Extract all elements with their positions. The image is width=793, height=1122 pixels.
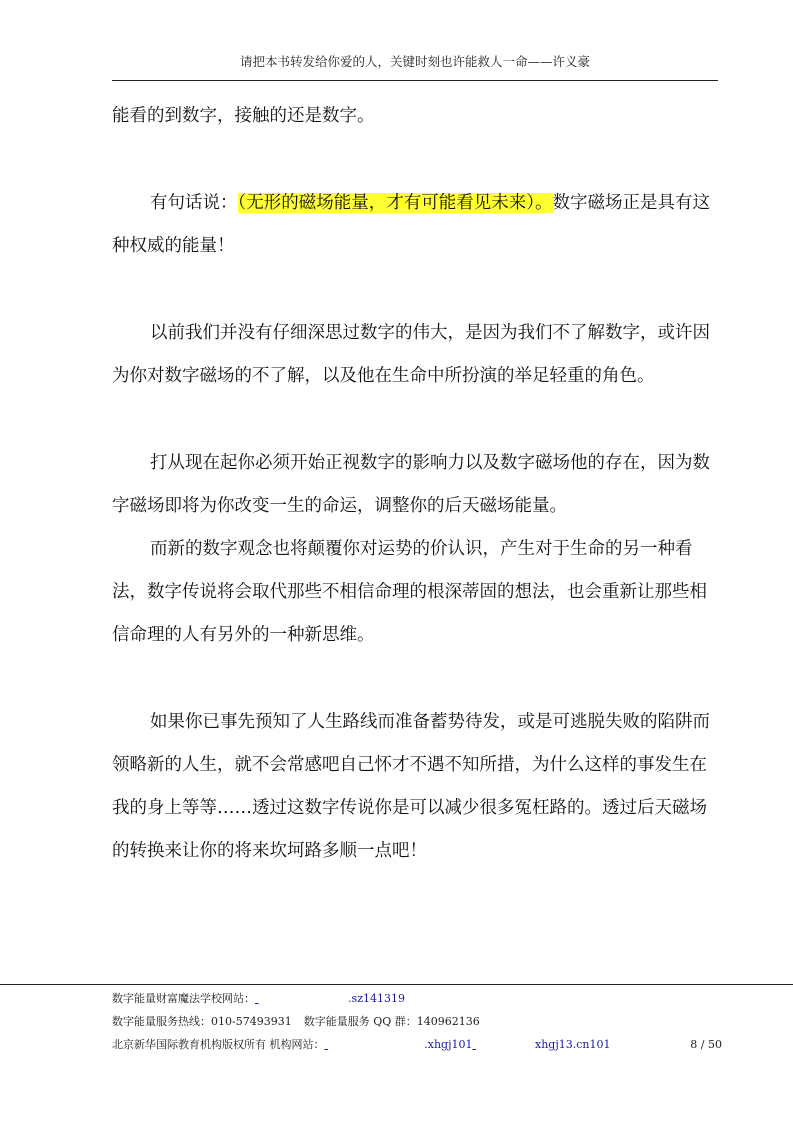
- paragraph-gap: [112, 138, 718, 182]
- paragraph-gap: [112, 268, 718, 312]
- highlighted-quote: （无形的磁场能量，才有可能看见未来）。: [237, 193, 553, 213]
- footer-copyright: 北京新华国际教育机构版权所有 机构网站：: [112, 1038, 325, 1051]
- paragraph-gap: [112, 657, 718, 701]
- paragraph-2-tail: 数字磁场正是具有这种权威的能量！: [112, 193, 710, 256]
- footer-qq-group: 数字能量服务 QQ 群：140962136: [303, 1015, 480, 1028]
- footer-line-copyright: [112, 1033, 722, 1056]
- header-divider: [112, 80, 718, 81]
- paragraph-gap: [112, 398, 718, 442]
- institution-website-link-1[interactable]: .xhgj101: [424, 1038, 473, 1051]
- paragraph-2-lead: 有句话说：: [150, 193, 238, 213]
- paragraph-2: [112, 182, 718, 268]
- page-number: 8 / 50: [690, 1038, 722, 1051]
- page-header: 请把本书转发给你爱的人，关键时刻也许能救人一命——许义豪: [239, 54, 590, 69]
- footer-divider: [0, 984, 793, 985]
- footer-line-contact: [112, 1010, 722, 1033]
- footer-website-label: 数字能量财富魔法学校网站：: [112, 992, 255, 1005]
- document-body: [112, 95, 718, 873]
- paragraph-1: 能看的到数字，接触的还是数字。: [112, 106, 375, 126]
- institution-website-link-2[interactable]: xhgj13.cn101: [535, 1038, 611, 1051]
- school-website-link[interactable]: .sz141319: [348, 992, 405, 1005]
- footer-hotline: 数字能量服务热线：010-57493931: [112, 1015, 292, 1028]
- paragraph-6: 如果你已事先预知了人生路线而准备蓄势待发，或是可逃脱失败的陷阱而领略新的人生，就不会常感吧自己怀才不遇不知所措，为什么这样的事发生在我的身上等等……透过这数字传说你是可以减少很多冤枉路的。透过后天磁场的转换来让你的将来坎坷路多顺一点吧！: [112, 712, 710, 861]
- paragraph-3: 以前我们并没有仔细深思过数字的伟大，是因为我们不了解数字，或许因为你对数字磁场的不了解，以及他在生命中所扮演的举足轻重的角色。: [112, 323, 710, 386]
- footer-line-website: [112, 987, 722, 1010]
- page-footer: [112, 987, 722, 1056]
- paragraph-4: 打从现在起你必须开始正视数字的影响力以及数字磁场他的存在，因为数字磁场即将为你改变一生的命运，调整你的后天磁场能量。: [112, 453, 710, 516]
- paragraph-5: 而新的数字观念也将颠覆你对运势的价认识，产生对于生命的另一种看法，数字传说将会取代那些不相信命理的根深蒂固的想法，也会重新让那些相信命理的人有另外的一种新思维。: [112, 539, 707, 645]
